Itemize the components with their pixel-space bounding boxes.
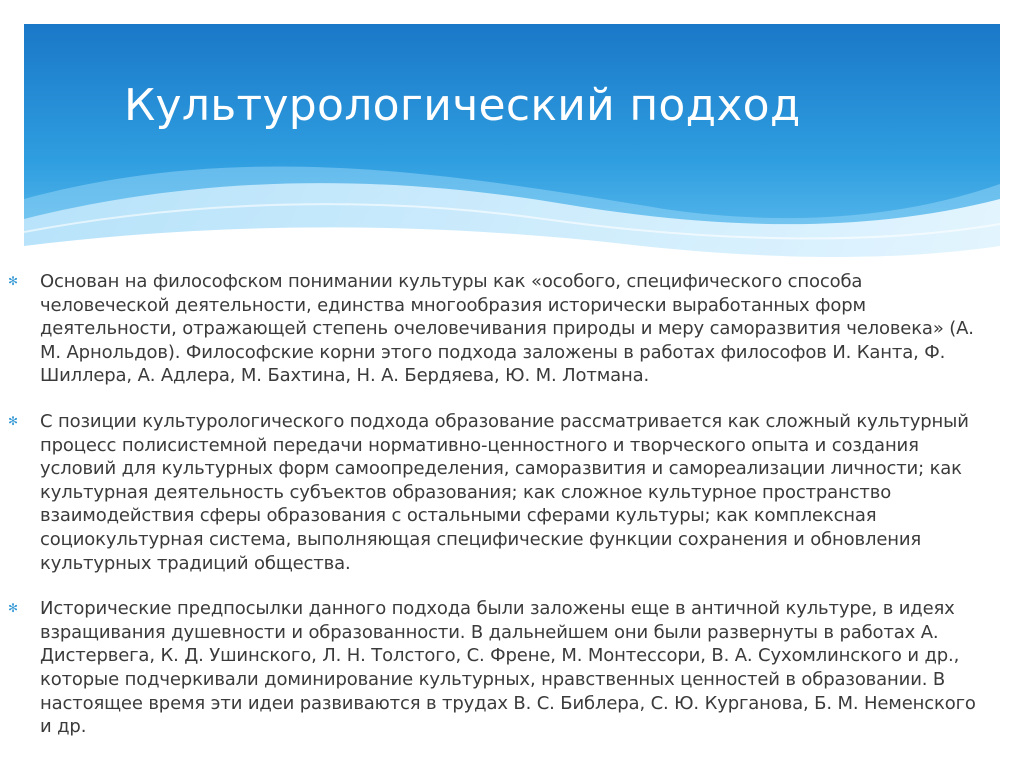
list-item — [0, 410, 1024, 575]
list-item — [0, 270, 1024, 388]
asterisk-bullet-icon: ✻ — [8, 601, 18, 616]
paragraph-text: С позиции культурологического подхода образование рассматривается как сложный культурный процесс полисистемной передачи нормативно-ценностного и творческого опыта и создания условий для культурных форм самоопределения, саморазвития и самореализации личности; как культурная деятельность субъектов образования; как сложное культурное пространство взаимодействия сферы образования с остальными сферами культуры; как комплексная социокультурная система, выполняющая специфические функции сохранения и обновления культурных традиций общества. — [40, 410, 969, 574]
asterisk-bullet-icon: ✻ — [8, 274, 18, 288]
paragraph-text: Основан на философском понимании культуры как «особого, специфического способа человеческой деятельности, единства многообразия исторически выработанных форм деятельности, отражающей степень очеловечивания природы и меру саморазвития человека» (А. М. Арнольдов). Философские корни этого подхода заложены в работах философов И. Канта, Ф. Шиллера, А. Адлера, М. Бахтина, Н. А. Бердяева, Ю. М. Лотмана. — [40, 271, 974, 387]
page-title: Культурологический подход — [124, 80, 801, 131]
wave-banner-graphic — [24, 24, 1000, 274]
paragraph-text: Исторические предпосылки данного подхода были заложены еще в античной культуре, в идеях взращивания душевности и образованности. В дальнейшем они были развернуты в работах А. Дистервега, К. Д. Ушинского, Л. Н. Толстого, С. Френе, М. Монтессори, В. А. Сухомлинского и др., которые подчеркивали доминирование культурных, нравственных ценностей в образовании. В настоящее время эти идеи развиваются в трудах В. С. Библера, С. Ю. Курганова, Б. М. Неменского и др. — [40, 598, 976, 738]
asterisk-bullet-icon: ✻ — [8, 413, 18, 428]
title-banner — [24, 24, 1000, 274]
list-item — [0, 597, 1024, 739]
bullet-list — [0, 270, 1024, 761]
